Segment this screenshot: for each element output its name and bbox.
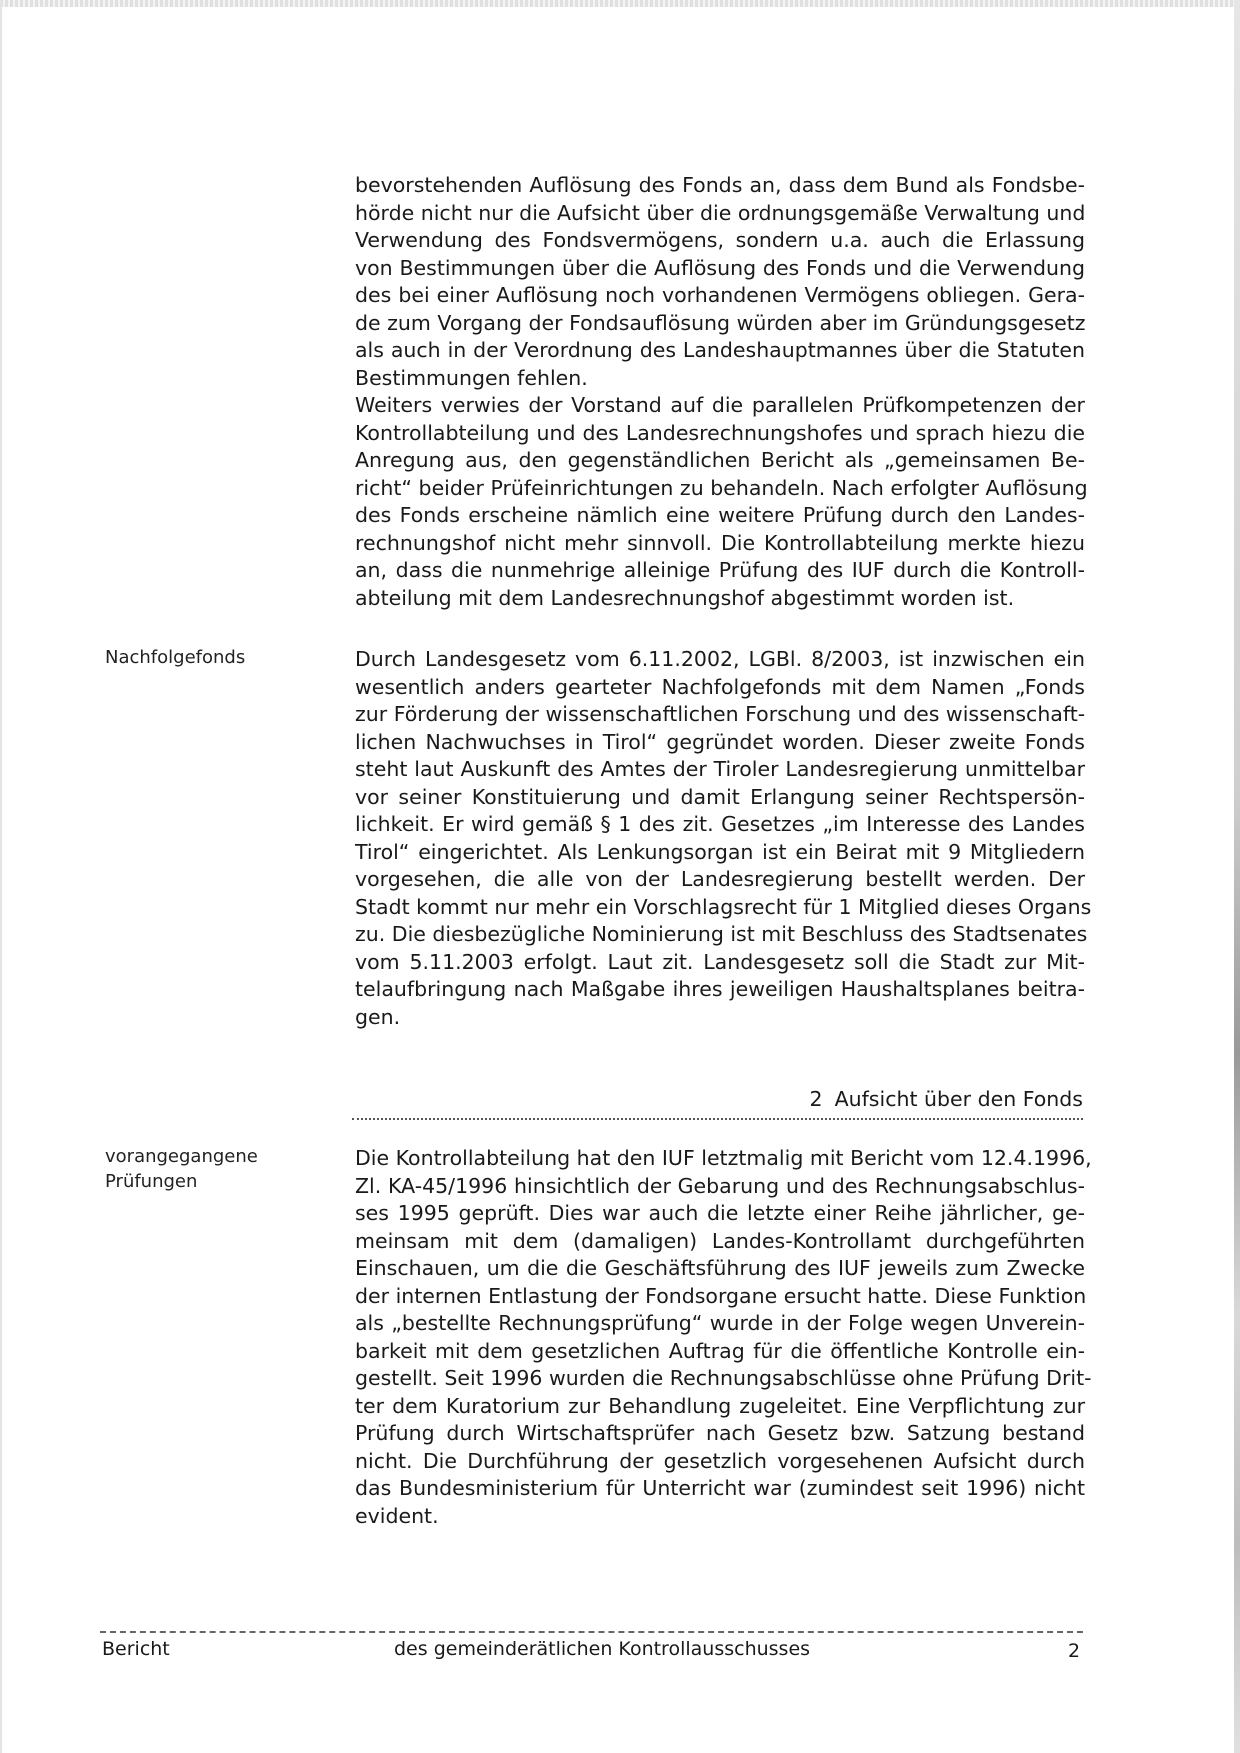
nachfolgefonds-text (355, 646, 1092, 1031)
text-line: de zum Vorgang der Fondsauflösung würden aber im Gründungsgesetz (355, 310, 1086, 335)
text-line: wesentlich anders gearteter Nachfolgefonds mit dem Namen „Fonds (355, 674, 1085, 699)
text-line: lichkeit. Er wird gemäß § 1 des zit. Gesetzes „im Interesse des Landes (355, 812, 1085, 836)
text-line: Anregung aus, den gegenständlichen Bericht als „gemeinsamen Be- (355, 448, 1085, 472)
continuation-paragraph-1 (355, 172, 1085, 392)
text-line: gen. (355, 1004, 401, 1029)
text-line: lichen Nachwuchses in Tirol“ gegründet worden. Dieser zweite Fonds (355, 729, 1085, 754)
margin-label-pruefungen (105, 1144, 335, 1194)
text-line: Verwendung des Fondsvermögens, sondern u.a. auch die Erlassung (355, 228, 1085, 252)
section-number: 2 (809, 1087, 823, 1111)
text-line: vorgesehen, die alle von der Landesregierung bestellt werden. Der (355, 867, 1085, 891)
text-line: Prüfung durch Wirtschaftsprüfer nach Gesetz bzw. Satzung bestand (355, 1421, 1085, 1445)
text-line: ter dem Kuratorium zur Behandlung zugeleitet. Eine Verpflichtung zur (355, 1393, 1085, 1418)
scan-edge-left (0, 0, 2, 1753)
text-line: das Bundesministerium für Unterricht war (zumindest seit 1996) nicht (355, 1476, 1085, 1500)
margin-label-pruefungen-line2: Prüfungen (105, 1171, 198, 1192)
text-line: Bestimmungen fehlen. (355, 365, 588, 390)
text-line: Weiters verwies der Vorstand auf die parallelen Prüfkompetenzen der (355, 393, 1085, 417)
text-line: ses 1995 geprüft. Dies war auch die letzte einer Reihe jährlicher, ge- (355, 1201, 1085, 1225)
pruefungen-paragraph (355, 1145, 1092, 1530)
footer-report-label: Bericht (102, 1638, 170, 1660)
text-line: meinsam mit dem (damaligen) Landes-Kontrollamt durchgeführten (355, 1228, 1085, 1253)
text-line: des bei einer Auflösung noch vorhandenen Vermögens obliegen. Gera- (355, 283, 1085, 307)
text-line: an, dass die nunmehrige alleinige Prüfung des IUF durch die Kontroll- (355, 558, 1085, 582)
text-line: zur Förderung der wissenschaftlichen Forschung und des wissenschaft- (355, 702, 1086, 726)
text-line: gestellt. Seit 1996 wurden die Rechnungsabschlüsse ohne Prüfung Drit- (355, 1366, 1092, 1390)
text-line: bevorstehenden Auflösung des Fonds an, dass dem Bund als Fondsbe- (355, 173, 1085, 197)
text-line: evident. (355, 1503, 439, 1528)
pruefungen-text (355, 1145, 1092, 1530)
section-title: Aufsicht über den Fonds (834, 1087, 1083, 1111)
text-line: Durch Landesgesetz vom 6.11.2002, LGBl. 8/2003, ist inzwischen ein (355, 647, 1085, 671)
footer-committee-name: des gemeinderätlichen Kontrollausschusses (394, 1638, 811, 1660)
page-number: 2 (1068, 1640, 1081, 1662)
margin-label-pruefungen-line1: vorangegangene (105, 1146, 258, 1167)
margin-label-nachfolgefonds: Nachfolgefonds (105, 647, 246, 668)
text-line: der internen Entlastung der Fondsorgane ersucht hatte. Diese Funktion (355, 1283, 1087, 1308)
scan-edge-top (0, 0, 1240, 7)
text-line: von Bestimmungen über die Auflösung des Fonds und die Verwendung (355, 255, 1085, 280)
text-line: Stadt kommt nur mehr ein Vorschlagsrecht für 1 Mitglied dieses Organs (355, 894, 1092, 919)
text-line: hörde nicht nur die Aufsicht über die ordnungsgemäße Verwaltung und (355, 200, 1086, 225)
text-line: des Fonds erscheine nämlich eine weitere Prüfung durch den Landes- (355, 503, 1085, 527)
text-line: vor seiner Konstituierung und damit Erlangung seiner Rechtspersön- (355, 784, 1085, 809)
continuation-paragraph-2 (355, 392, 1088, 612)
text-line: als auch in der Verordnung des Landeshauptmannes über die Statuten (355, 338, 1085, 362)
footer-rule (100, 1631, 1083, 1633)
text-line: steht laut Auskunft des Amtes der Tiroler Landesregierung unmittelbar (355, 757, 1085, 781)
continuation-text (355, 172, 1088, 612)
text-line: nicht. Die Durchführung der gesetzlich vorgesehenen Aufsicht durch (355, 1448, 1085, 1473)
text-line: Einschauen, um die die Geschäftsführung des IUF jeweils zum Zwecke (355, 1256, 1085, 1280)
text-line: Zl. KA-45/1996 hinsichtlich der Gebarung und des Rechnungsabschlus- (355, 1173, 1085, 1198)
text-line: barkeit mit dem gesetzlichen Auftrag für die öffentliche Kontrolle ein- (355, 1338, 1085, 1363)
text-line: richt“ beider Prüfeinrichtungen zu behandeln. Nach erfolgter Auflösung (355, 475, 1088, 500)
text-line: als „bestellte Rechnungsprüfung“ wurde in der Folge wegen Unverein- (355, 1311, 1085, 1335)
text-line: Kontrollabteilung und des Landesrechnungshofes und sprach hiezu die (355, 420, 1085, 445)
text-line: Tirol“ eingerichtet. Als Lenkungsorgan ist ein Beirat mit 9 Mitgliedern (355, 839, 1085, 864)
scan-edge-right (1234, 0, 1240, 1753)
section-heading (352, 1085, 1083, 1120)
text-line: telaufbringung nach Maßgabe ihres jeweiligen Haushaltsplanes beitra- (355, 977, 1085, 1001)
text-line: abteilung mit dem Landesrechnungshof abgestimmt worden ist. (355, 585, 1015, 610)
nachfolgefonds-paragraph (355, 646, 1092, 1031)
text-line: rechnungshof nicht mehr sinnvoll. Die Kontrollabteilung merkte hiezu (355, 530, 1085, 555)
text-line: vom 5.11.2003 erfolgt. Laut zit. Landesgesetz soll die Stadt zur Mit- (355, 949, 1085, 974)
text-line: Die Kontrollabteilung hat den IUF letztmalig mit Bericht vom 12.4.1996, (355, 1146, 1092, 1170)
text-line: zu. Die diesbezügliche Nominierung ist mit Beschluss des Stadtsenates (355, 922, 1088, 946)
